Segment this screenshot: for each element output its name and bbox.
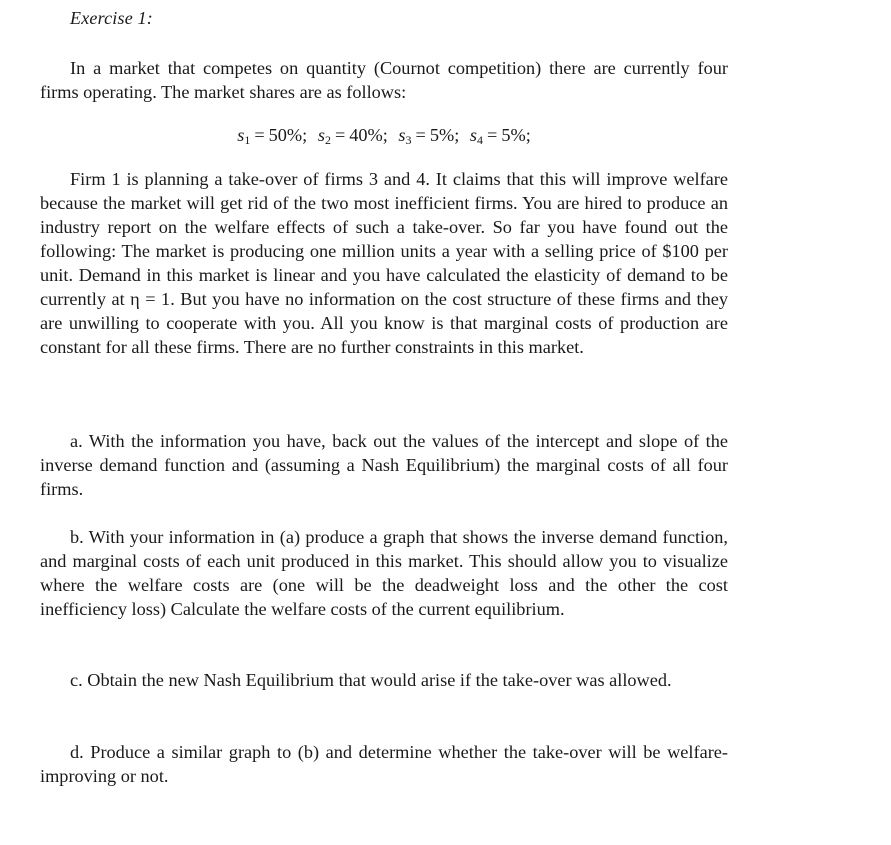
question-c: c. Obtain the new Nash Equilibrium that would arise if the take-over was allowed.: [70, 670, 672, 690]
share-term-1: $s_1 = 50\%$;: [237, 125, 308, 147]
market-shares-formula: [0, 123, 768, 152]
intro-paragraph: In a market that competes on quantity (Cournot competition) there are currently four firms operating. The market shares are as follows:: [40, 58, 728, 102]
exercise-heading: Exercise 1:: [70, 8, 153, 28]
share-term-4: $s_4 = 5\%$;: [469, 125, 531, 147]
firm-takeover-paragraph: Firm 1 is planning a take-over of firms 3 and 4. It claims that this will improve welfare because the market will get rid of the two most inefficient firms. You are hired to produce an industry report on the welfare effects of such a take-over. So far you have found out the following: The market is producing one million units a year with a selling price of $100 per unit. Demand in this market is linear and you have calculated the elasticity of demand to be currently at η = 1. But you have no information on the cost structure of these firms and they are unwilling to cooperate with you. All you know is that marginal costs of production are constant for all these firms. There are no further constraints in this market.: [40, 169, 728, 357]
question-a: a. With the information you have, back out the values of the intercept and slope of the inverse demand function and (assuming a Nash Equilibrium) the marginal costs of all four firms.: [40, 431, 728, 499]
question-d: d. Produce a similar graph to (b) and determine whether the take-over will be welfare-improving or not.: [40, 742, 728, 786]
share-term-3: $s_3 = 5\%$;: [398, 125, 460, 147]
question-b: b. With your information in (a) produce a graph that shows the inverse demand function, and marginal costs of each unit produced in this market. This should allow you to visualize where the welfare costs are (one will be the deadweight loss and the other the cost inefficiency loss) Calculate the welfare costs of the current equilibrium.: [40, 527, 728, 619]
share-term-2: $s_2 = 40\%$;: [317, 125, 388, 147]
